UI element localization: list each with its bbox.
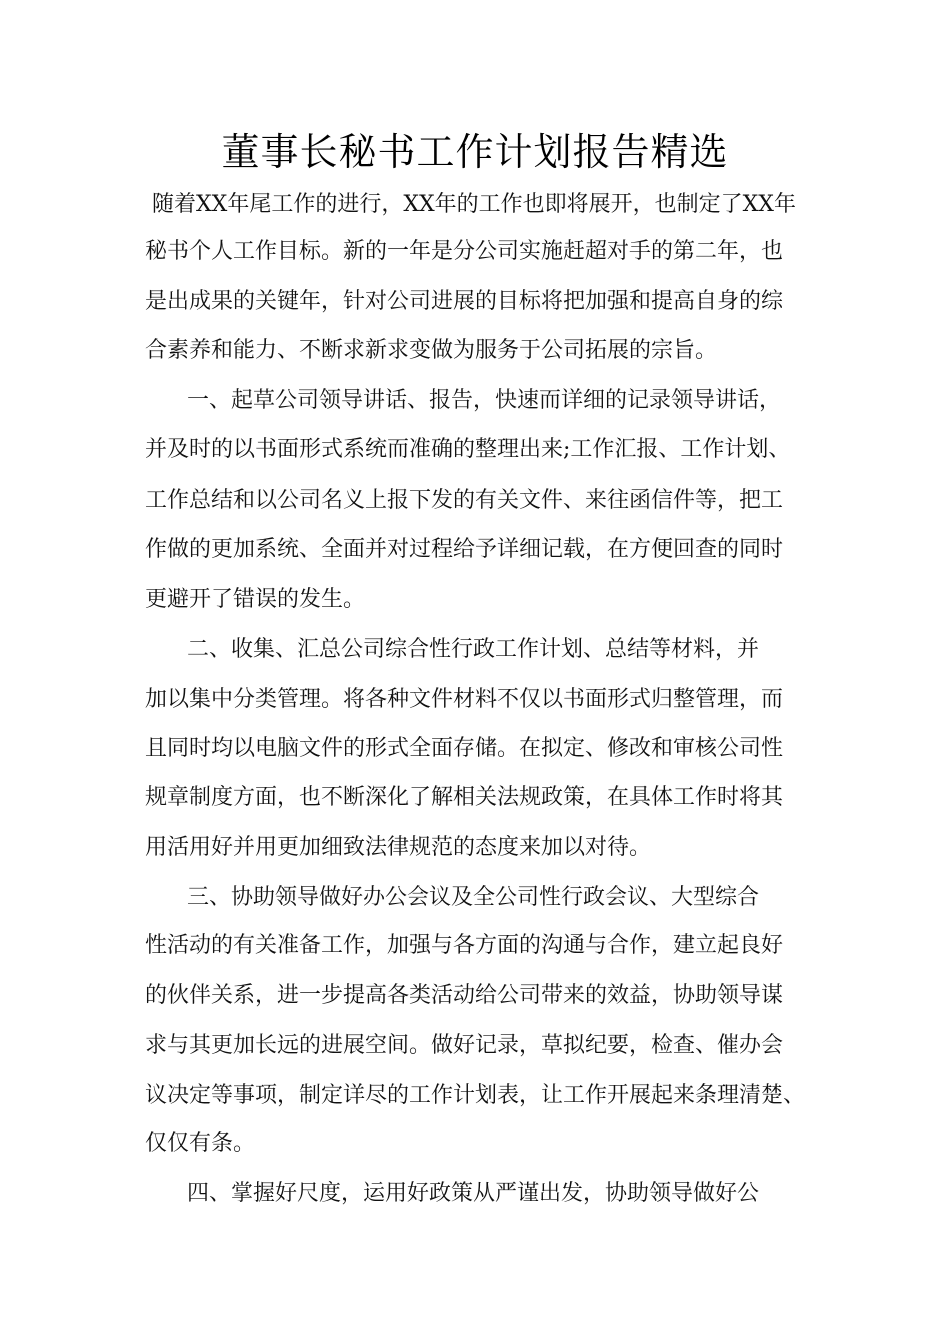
body-line: 更避开了错误的发生。 — [145, 587, 366, 612]
body-line: 随着XX年尾工作的进行，XX年的工作也即将展开，也制定了XX年 — [145, 192, 796, 217]
body-line: 且同时均以电脑文件的形式全面存储。在拟定、修改和审核公司性 — [145, 736, 784, 761]
document-title: 董事长秘书工作计划报告精选 — [221, 130, 729, 174]
body-line: 的伙伴关系，进一步提高各类活动给公司带来的效益，协助领导谋 — [145, 983, 784, 1008]
body-line: 工作总结和以公司名义上报下发的有关文件、来往函信件等，把工 — [145, 488, 784, 513]
body-line: 秘书个人工作目标。新的一年是分公司实施赶超对手的第二年，也 — [145, 239, 784, 264]
body-line: 并及时的以书面形式系统而准确的整理出来;工作汇报、工作计划、 — [145, 437, 791, 462]
body-line: 合素养和能力、不断求新求变做为服务于公司拓展的宗旨。 — [145, 338, 718, 363]
body-line: 加以集中分类管理。将各种文件材料不仅以书面形式归整管理，而 — [145, 687, 784, 712]
body-line: 一、起草公司领导讲话、报告，快速而详细的记录领导讲话， — [145, 388, 781, 413]
body-line: 议决定等事项，制定详尽的工作计划表，让工作开展起来条理清楚、 — [145, 1083, 806, 1108]
body-line: 二、收集、汇总公司综合性行政工作计划、总结等材料，并 — [145, 637, 759, 662]
body-line: 规章制度方面，也不断深化了解相关法规政策，在具体工作时将其 — [145, 785, 784, 810]
body-line: 仅仅有条。 — [145, 1131, 256, 1156]
body-line: 作做的更加系统、全面并对过程给予详细记载，在方便回查的同时 — [145, 537, 784, 562]
body-line: 用活用好并用更加细致法律规范的态度来加以对待。 — [145, 835, 652, 860]
body-line: 性活动的有关准备工作，加强与各方面的沟通与合作，建立起良好 — [145, 933, 784, 958]
body-line: 求与其更加长远的进展空间。做好记录，草拟纪要，检查、催办会 — [145, 1033, 784, 1058]
body-line: 是出成果的关键年，针对公司进展的目标将把加强和提高自身的综 — [145, 289, 784, 314]
body-line: 三、协助领导做好办公会议及全公司性行政会议、大型综合 — [145, 885, 759, 910]
body-line: 四、掌握好尺度，运用好政策从严谨出发，协助领导做好公 — [145, 1181, 759, 1206]
